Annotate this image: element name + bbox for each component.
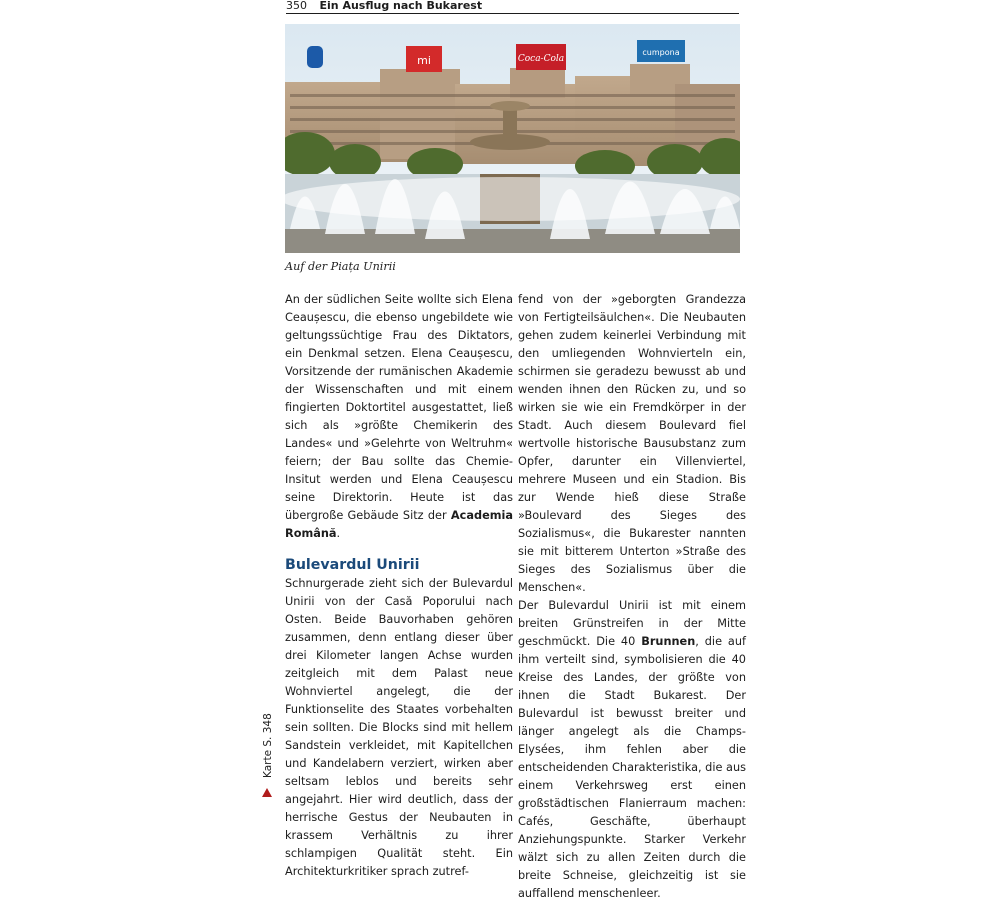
page-number: 350 — [286, 0, 307, 12]
paragraph — [518, 597, 746, 903]
header-rule — [286, 13, 739, 14]
paragraph — [285, 291, 513, 543]
paragraph-text: An der südlichen Seite wollte sich Elena Ceaușescu, die ebenso ungebildete wie geltungssüchtige Frau des Diktators, ein Denkmal setzen. Elena Ceaușescu, Vorsitzende der rumänischen Akademie der Wissenschaften und mit einem fingierten Doktortitel ausgestattet, ließ sich als »größte Chemikerin des Landes« und »Gelehrte von Weltruhm« feiern; der Bau sollte das Chemie-Insitut werden und Elena Ceaușescu seine Direktorin. Heute ist das übergroße Gebäude Sitz der — [285, 293, 513, 522]
photo-illustration — [285, 24, 740, 253]
photo-caption: Auf der Piața Unirii — [285, 260, 396, 273]
running-header — [286, 0, 739, 14]
chapter-title: Ein Ausflug nach Bukarest — [319, 0, 483, 12]
left-column — [285, 291, 513, 881]
right-column — [518, 291, 746, 903]
billboard-coke: Coca-Cola — [517, 54, 565, 64]
map-reference-text: Karte S. 348 — [262, 713, 274, 778]
paragraph-text: Der Bulevardul Unirii ist mit einem breiten Grünstreifen in der Mitte geschmückt. Die 40 — [518, 599, 746, 648]
billboard-cumpona: cumpona — [642, 48, 680, 57]
section-heading: Bulevardul Unirii — [285, 557, 420, 573]
triangle-marker-icon — [262, 788, 272, 797]
map-reference — [260, 713, 274, 796]
bold-term: Academia Română — [285, 509, 513, 540]
paragraph-text: , die auf ihm verteilt sind, symbolisieren die 40 Kreise des Landes, der größte von ihnen die Stadt Bukarest. Der Bulevardul ist bewusst breiter und länger angelegt als die Champs-Elysées, ihm fehlen aber die entscheidenden Charakteristika, die aus einem Verkehrsweg erst einen großstädtischen Flanierraum machen: Cafés, Geschäfte, überhaupt Anziehungspunkte. Starker Verkehr wälzt sich zu allen Zeiten durch die breite Schneise, gleichzeitig ist sie auffallend menschenleer. — [518, 635, 747, 900]
paragraph: fend von der »geborgten Grandezza von Fertigteilsäulchen«. Die Neubauten gehen zudem keinerlei Verbindung mit den umliegenden Wohnvierteln ein, schirmen sie geradezu bewusst ab und wenden ihnen den Rücken zu, und so wirken sie wie ein Fremdkörper in der Stadt. Auch diesem Boulevard fiel wertvolle historische Bausubstanz zum Opfer, darunter ein Villenviertel, mehrere Museen und ein Stadion. Bis zur Wende hieß diese Straße »Boulevard des Sieges des Sozialismus«, die Bukarester nannten sie mit bitterem Unterton »Straße des Sieges des Sozialismus über die Menschen«. — [518, 293, 746, 594]
billboard-mi: mi — [417, 54, 431, 67]
fountain-photo — [285, 24, 740, 253]
bold-term: Brunnen — [641, 635, 696, 648]
paragraph-text: . — [336, 527, 341, 540]
paragraph: Schnurgerade zieht sich der Bulevardul Unirii von der Casă Poporului nach Osten. Beide Bauvorhaben gehören zusammen, denn entlang dieser über drei Kilometer langen Achse wurden zeitgleich mit dem Palast neue Wohnviertel angelegt, die der Funktionselite des Staates vorbehalten sein sollten. Die Blocks sind mit hellem Sandstein verkleidet, mit Kapitellchen und Kandelabern verziert, wirken aber seltsam leblos und bereits sehr angejahrt. Hier wird deutlich, dass der herrische Gestus der Neubauten in krassem Verhältnis zu ihrer schlampigen Qualität steht. Ein Architekturkritiker sprach zutref- — [285, 577, 513, 878]
